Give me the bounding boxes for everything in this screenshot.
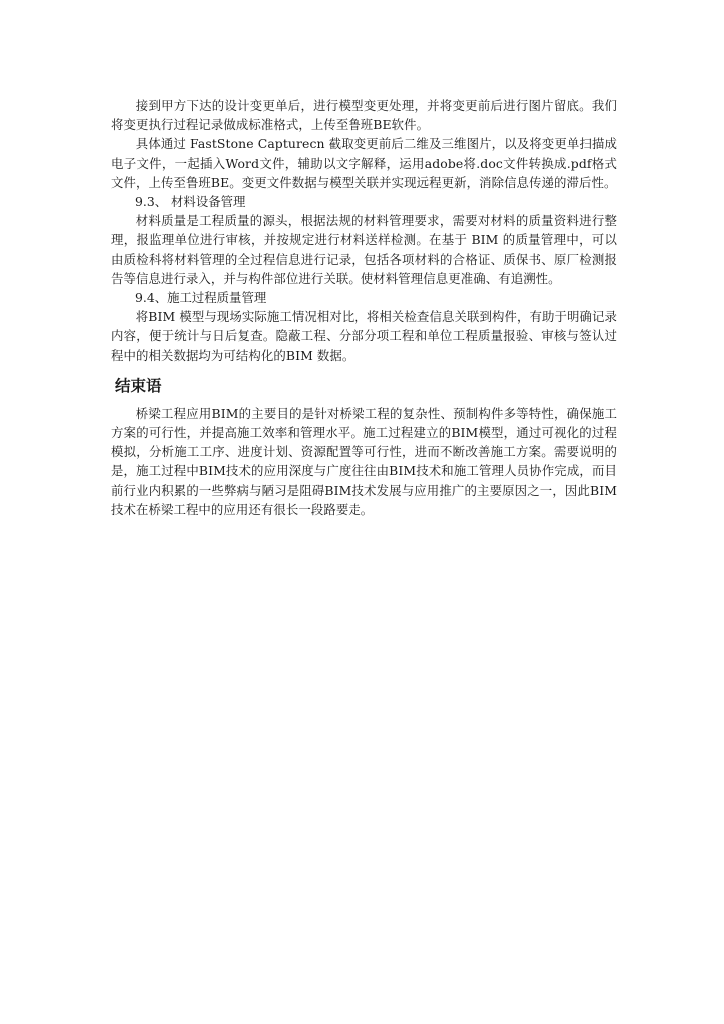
document-page xyxy=(111,96,617,519)
paragraph-capture-process: 具体通过 FastStone Capturecn 截取变更前后二维及三维图片，以及将变更单扫描成电子文件，一起插入Word文件，辅助以文字解释，运用adobe将.doc文件转换成.pdf格式文件，上传至鲁班BE。变更文件数据与模型关联并实现远程更新，消除信息传递的滞后性。 xyxy=(111,136,617,190)
section-heading-9-4: 9.4、施工过程质量管理 xyxy=(135,290,267,306)
conclusion-title: 结束语 xyxy=(115,376,162,395)
paragraph-construction-quality: 将BIM 模型与现场实际施工情况相对比，将相关检查信息关联到构件，有助于明确记录内容，便于统计与日后复查。隐蔽工程、分部分项工程和单位工程质量报验、审核与签认过程中的相关数据均为可结构化的BIM 数据。 xyxy=(111,309,617,363)
section-heading-9-3: 9.3、 材料设备管理 xyxy=(135,194,246,210)
paragraph-material-management: 材料质量是工程质量的源头，根据法规的材料管理要求，需要对材料的质量资料进行整理，报监理单位进行审核，并按规定进行材料送样检测。在基于 BIM 的质量管理中，可以由质检科将材料管理的全过程信息进行记录，包括各项材料的合格证、质保书、原厂检测报告等信息进行录入，并与构件部位进行关联。使材料管理信息更准确、有追溯性。 xyxy=(111,213,617,286)
paragraph-conclusion: 桥梁工程应用BIM的主要目的是针对桥梁工程的复杂性、预制构件多等特性，确保施工方案的可行性，并提高施工效率和管理水平。施工过程建立的BIM模型，通过可视化的过程模拟，分析施工工序、进度计划、资源配置等可行性，进而不断改善施工方案。需要说明的是，施工过程中BIM技术的应用深度与广度往往由BIM技术和施工管理人员协作完成，而目前行业内积累的一些弊病与陋习是阻碍BIM技术发展与应用推广的主要原因之一，因此BIM 技术在桥梁工程中的应用还有很长一段路要走。 xyxy=(111,405,617,517)
paragraph-design-change: 接到甲方下达的设计变更单后，进行模型变更处理，并将变更前后进行图片留底。我们将变更执行过程记录做成标准格式，上传至鲁班BE软件。 xyxy=(111,98,617,133)
